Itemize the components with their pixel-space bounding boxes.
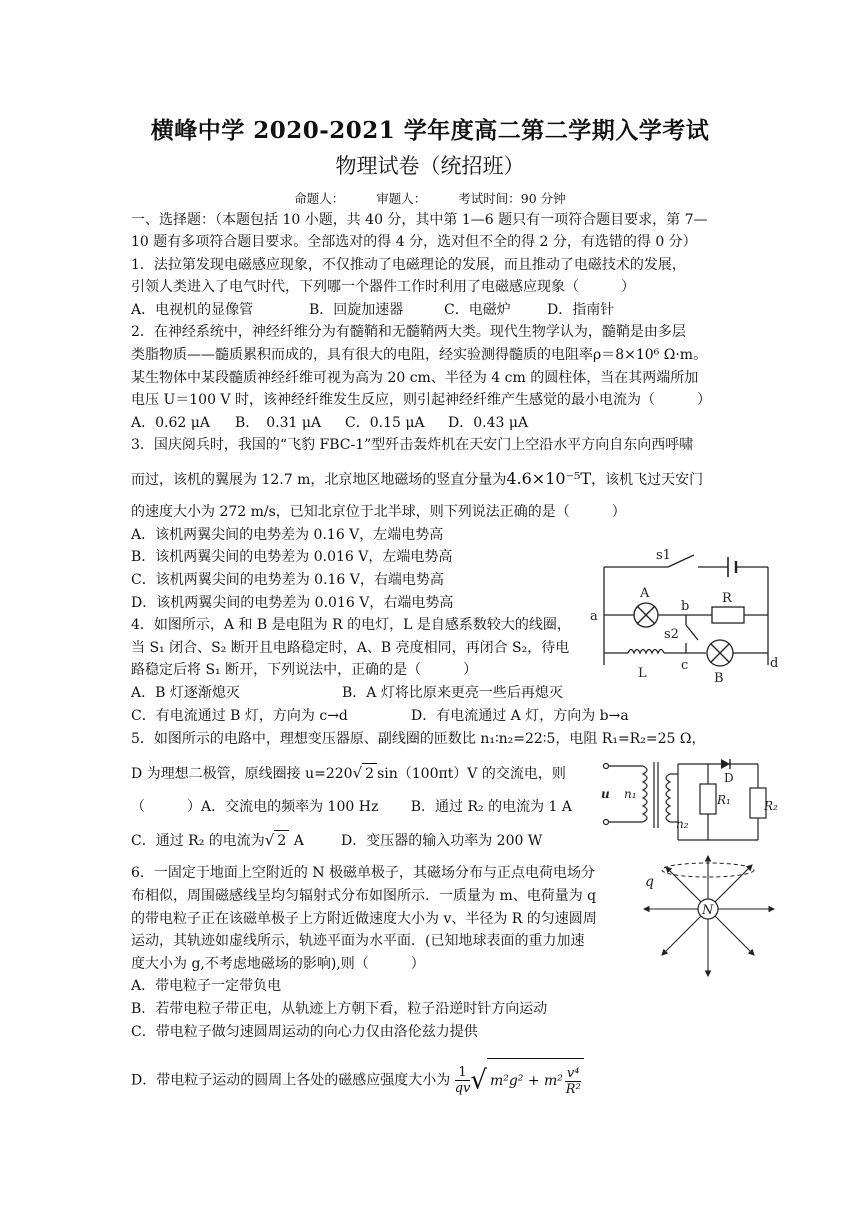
q3-line2-start: 而过，该机的翼展为 12.7 m，北京地区地磁场的竖直分量为	[131, 472, 507, 488]
q6-formula-denominator: qv	[454, 1081, 471, 1096]
q4-label-b: b	[681, 599, 690, 614]
q6-label-q: q	[645, 874, 654, 890]
q1-options	[131, 300, 614, 320]
q4-options-ab	[131, 683, 563, 703]
q5-option-c: C．通过 R₂ 的电流为√ 2 A	[131, 831, 304, 849]
section-instructions-line2: 10 题有多项符合题目要求。全部选对的得 4 分，选对但不全的得 2 分，有选错的得 0 分）	[131, 234, 697, 250]
q3-line1: 3．国庆阅兵时，我国的“飞豹 FBC-1”型歼击轰炸机在天安门上空沿水平方向自东向西呼啸	[131, 437, 694, 453]
q2-options	[131, 413, 528, 433]
q6-line1: 6．一固定于地面上空附近的 N 极磁单极子，其磁场分布与正点电荷电场分	[131, 865, 596, 881]
q3-line2-end: ，该机飞过天安门	[591, 472, 704, 488]
q1-option-c: C．电磁炉	[444, 302, 511, 318]
q3-field-value: 4.6×10⁻⁵T	[506, 469, 592, 488]
q4-line1: 4．如图所示，A 和 B 是电阻为 R 的电灯，L 是自感系数较大的线圈，	[131, 617, 571, 633]
q4-label-d: d	[770, 656, 779, 671]
q6-line4: 运动，其轨迹如虚线所示，轨迹平面为水平面．(已知地球表面的重力加速	[131, 933, 585, 949]
q1-option-a: A．电视机的显像管	[131, 302, 254, 318]
q4-option-b: B．A 灯将比原来更亮一些后再熄灭	[342, 685, 563, 701]
q4-options-cd	[131, 706, 629, 726]
q4-option-a: A．B 灯逐渐熄灭	[131, 685, 240, 701]
q4-circuit-diagram	[586, 545, 786, 690]
q6-formula-r2: R²	[565, 1081, 581, 1097]
subject-title: 物理试卷（统招班）	[335, 154, 525, 178]
q6-option-c: C．带电粒子做匀速圆周运动的向心力仅由洛伦兹力提供	[131, 1024, 478, 1040]
q2-line3: 某生物体中某段髓质神经纤维可视为高为 20 cm、半径为 4 cm 的圆柱体，当在其两端所加	[131, 370, 699, 386]
q5-line2-end: sin（100πt）V 的交流电，则	[377, 766, 566, 782]
q5-options-cd	[131, 830, 542, 851]
q6-formula-root-terms: m²g² + m²	[489, 1073, 563, 1089]
q2-option-d: D．0.43 μA	[448, 415, 529, 431]
q5-line2-start: D 为理想二极管，原线圈接 u=220	[131, 766, 353, 782]
q4-label-s1: s1	[656, 548, 671, 563]
q5-option-c-sqrt: 2	[274, 830, 289, 851]
q5-option-c-text: C．通过 R₂ 的电流为	[131, 833, 265, 849]
q6-option-d-text: D．带电粒子运动的圆周上各处的磁感应强度大小为	[131, 1072, 451, 1089]
q5-line3: （ ）A．交流电的频率为 100 Hz B．通过 R₂ 的电流为 1 A	[131, 799, 573, 815]
q5-line1: 5．如图所示的电路中，理想变压器原、副线圈的匝数比 n₁∶n₂=22∶5，电阻 R₁=R₂=25 Ω，	[131, 731, 706, 747]
q2-line2: 类脂物质——髓质累积而成的，具有很大的电阻，经实验测得髓质的电阻率ρ＝8×10⁶ Ω·m。	[131, 347, 708, 363]
q1-line1: 1．法拉第发现电磁感应现象，不仅推动了电磁理论的发展，而且推动了电磁技术的发展，	[131, 257, 686, 273]
q4-label-A: A	[640, 586, 650, 601]
q5-label-u: u	[601, 787, 610, 801]
q1-option-d: D．指南针	[547, 302, 615, 318]
q6-monopole-diagram	[640, 852, 780, 982]
q6-formula-fraction	[455, 1065, 471, 1096]
q5-label-D: D	[724, 771, 734, 785]
q6-formula-v4: v⁴	[566, 1065, 580, 1081]
q6-option-a: A．带电粒子一定带负电	[131, 978, 282, 994]
q3-option-b: B．该机两翼尖间的电势差为 0.016 V，左端电势高	[131, 549, 453, 565]
q6-line5: 度大小为 g,不考虑地磁场的影响),则（ ）	[131, 956, 425, 972]
q1-line2: 引领人类进入了电气时代，下列哪一个器件工作时利用了电磁感应现象（ ）	[131, 279, 635, 295]
q5-label-n1: n₁	[624, 787, 637, 801]
setter-label: 命题人：	[294, 191, 345, 206]
q4-line3: 路稳定后将 S₁ 断开，下列说法中，正确的是（ ）	[131, 662, 478, 678]
q4-label-B: B	[714, 671, 724, 686]
q5-label-R2: R₂	[764, 799, 778, 813]
q4-label-L: L	[638, 666, 647, 681]
q3-option-c: C．该机两翼尖间的电势差为 0.16 V，右端电势高	[131, 572, 444, 588]
q5-label-R1: R₁	[717, 793, 731, 807]
q6-line2: 布相似，周围磁感线呈均匀辐射式分布如图所示．一质量为 m、电荷量为 q	[131, 888, 597, 904]
q4-label-R: R	[722, 591, 732, 606]
q6-formula-root	[487, 1058, 585, 1103]
q3-option-a: A．该机两翼尖间的电势差为 0.16 V，左端电势高	[131, 527, 444, 543]
q4-line2: 当 S₁ 闭合、S₂ 断开且电路稳定时，A、B 亮度相同，再闭合 S₂，待电	[131, 640, 570, 656]
q1-option-b: B．回旋加速器	[309, 302, 404, 318]
q5-transformer-diagram	[598, 758, 783, 846]
q2-line4: 电压 U＝100 V 时，该神经纤维发生反应，则引起神经纤维产生感觉的最小电流为（ ）	[131, 392, 711, 408]
q4-label-c: c	[681, 658, 689, 673]
q2-option-a: A．0.62 μA	[131, 415, 210, 431]
exam-time: 考试时间：90 分钟	[458, 191, 566, 206]
q2-line1: 2．在神经系统中，神经纤维分为有髓鞘和无髓鞘两大类。现代生物学认为，髓鞘是由多层	[131, 324, 686, 340]
reviewer-label: 审题人：	[376, 191, 427, 206]
q5-line2: D 为理想二极管，原线圈接 u=220√ 2 sin（100πt）V 的交流电，则	[131, 764, 566, 782]
q5-label-n2: n₂	[676, 817, 689, 831]
q6-option-d: D．带电粒子运动的圆周上各处的磁感应强度大小为 $\frac{1}{qv}$ √ m²g² + m² $\frac{\text{v⁴}}{\text{R²}}$	[131, 1058, 584, 1103]
q3-option-d: D．该机两翼尖间的电势差为 0.016 V，右端电势高	[131, 595, 454, 611]
q5-option-d: D．变压器的输入功率为 200 W	[341, 833, 543, 849]
q6-formula-numerator: 1	[455, 1065, 471, 1081]
q6-line3: 的带电粒子正在该磁单极子上方附近做速度大小为 v、半径为 R 的匀速圆周	[131, 911, 597, 927]
q2-option-b: B． 0.31 μA	[235, 415, 322, 431]
q4-option-c: C．有电流通过 B 灯，方向为 c→d	[131, 708, 348, 724]
q4-option-d: D．有电流通过 A 灯，方向为 b→a	[411, 708, 629, 724]
q5-option-c-unit: A	[289, 833, 304, 849]
q6-label-N: N	[702, 903, 714, 918]
q4-label-s2: s2	[664, 627, 679, 642]
q5-sqrt-value: 2	[362, 763, 377, 784]
q4-label-a: a	[590, 609, 598, 624]
q6-option-b: B．若带电粒子带正电，从轨迹上方朝下看，粒子沿逆时针方向运动	[131, 1001, 548, 1017]
exam-meta	[0, 189, 860, 207]
q3-line2	[131, 469, 703, 490]
q3-line3: 的速度大小为 272 m/s，已知北京位于北半球，则下列说法正确的是（ ）	[131, 504, 626, 520]
school-title: 横峰中学 2020-2021 学年度高二第二学期入学考试	[150, 117, 710, 144]
q2-option-c: C．0.15 μA	[345, 415, 425, 431]
section-instructions-line1: 一、选择题：（本题包括 10 小题，共 40 分，其中第 1—6 题只有一项符合题目要求，第 7—	[131, 212, 708, 228]
